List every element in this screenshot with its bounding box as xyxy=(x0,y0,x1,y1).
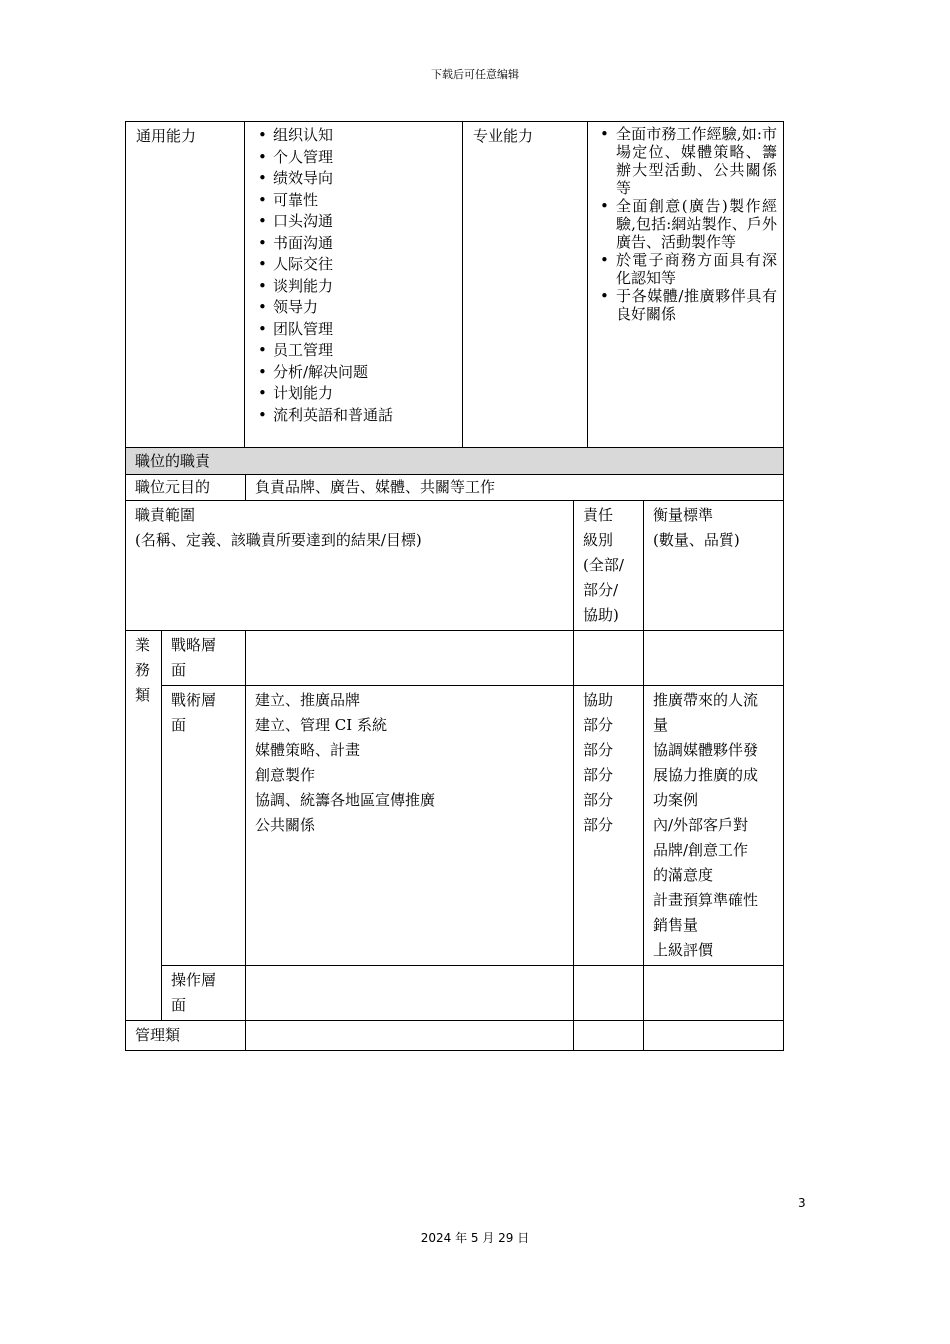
tactical-duty-item: 公共關係 xyxy=(255,816,316,834)
professional-competency-item: • 全面創意(廣告)製作經驗,包括:網站製作、戶外廣告、活動製作等 xyxy=(588,197,777,251)
professional-competency-item: • 于各媒體/推廣夥伴具有良好關係 xyxy=(588,287,777,323)
tactical-measure-line: 計畫預算準確性 xyxy=(653,891,759,909)
general-competency-item: • 绩效导向 xyxy=(245,168,462,190)
resp-header-line: 責任 xyxy=(583,506,614,524)
scope-header xyxy=(126,501,574,631)
tactical-label-line: 面 xyxy=(171,716,187,734)
strategic-label-line: 面 xyxy=(171,661,187,679)
purpose-label: 職位元目的 xyxy=(126,475,246,501)
general-competency-item: • 流利英語和普通話 xyxy=(245,405,462,427)
scope-label: 職責範圍 xyxy=(135,506,196,524)
general-competency-item: • 计划能力 xyxy=(245,383,462,405)
tactical-level-item: 部分 xyxy=(583,816,614,834)
page-header: 下载后可任意编辑 xyxy=(431,68,519,81)
operation-duties xyxy=(246,966,574,1021)
business-category-label xyxy=(126,631,162,1021)
operation-resp xyxy=(574,966,644,1021)
page-footer-date: 2024 年 5 月 29 日 xyxy=(420,1231,530,1245)
general-competency-item: • 可靠性 xyxy=(245,190,462,212)
tactical-duty-item: 建立、推廣品牌 xyxy=(255,691,361,709)
resp-header-line: 級別 xyxy=(583,531,614,549)
tactical-level-item: 部分 xyxy=(583,716,614,734)
resp-header-line: (全部/ xyxy=(583,556,624,574)
tactical-resp-levels xyxy=(574,686,644,966)
management-category-label: 管理類 xyxy=(126,1021,246,1051)
general-competency-item: • 谈判能力 xyxy=(245,276,462,298)
tactical-duty-item: 創意製作 xyxy=(255,766,316,784)
competency-table xyxy=(125,121,784,454)
tactical-measure-line: 協調媒體夥伴發 xyxy=(653,741,759,759)
general-competency-item: • 个人管理 xyxy=(245,147,462,169)
tactical-level-item: 部分 xyxy=(583,791,614,809)
general-competency-item: • 团队管理 xyxy=(245,319,462,341)
general-competency-item: • 口头沟通 xyxy=(245,211,462,233)
tactical-measures xyxy=(644,686,784,966)
tactical-measure-line: 內/外部客戶對 xyxy=(653,816,749,834)
general-competency-list xyxy=(245,122,463,454)
strategic-label-line: 戰略層 xyxy=(171,636,217,654)
section-title: 職位的職責 xyxy=(126,448,784,475)
strategic-duties xyxy=(246,631,574,686)
professional-competency-item: • 全面市務工作經驗,如:市場定位、媒體策略、籌辦大型活動、公共關係等 xyxy=(588,125,777,197)
resp-header-line: 協助) xyxy=(583,606,619,624)
general-competency-item: • 组织认知 xyxy=(245,125,462,147)
general-competency-item: • 分析/解决问题 xyxy=(245,362,462,384)
purpose-value: 負責品牌、廣告、媒體、共關等工作 xyxy=(246,475,784,501)
tactical-measure-line: 功案例 xyxy=(653,791,699,809)
strategic-measure xyxy=(644,631,784,686)
measure-header-line: (數量、品質) xyxy=(653,531,740,549)
tactical-measure-line: 銷售量 xyxy=(653,916,699,934)
general-competency-item: • 人际交往 xyxy=(245,254,462,276)
business-label-char: 務 xyxy=(135,661,151,679)
scope-sub: (名稱、定義、該職責所要達到的結果/目標) xyxy=(135,531,422,549)
general-competency-label: 通用能力 xyxy=(126,122,245,454)
tactical-measure-line: 品牌/創意工作 xyxy=(653,841,749,859)
tactical-measure-line: 推廣帶來的人流 xyxy=(653,691,759,709)
professional-competency-list xyxy=(588,122,784,454)
tactical-level-item: 協助 xyxy=(583,691,614,709)
general-competency-item: • 书面沟通 xyxy=(245,233,462,255)
strategic-level-label xyxy=(162,631,246,686)
management-measure xyxy=(644,1021,784,1051)
management-duties xyxy=(246,1021,574,1051)
measure-header xyxy=(644,501,784,631)
duties-table xyxy=(125,447,784,1051)
operation-label-line: 操作層 xyxy=(171,971,217,989)
general-competency-item: • 员工管理 xyxy=(245,340,462,362)
resp-level-header xyxy=(574,501,644,631)
operation-level-label xyxy=(162,966,246,1021)
operation-label-line: 面 xyxy=(171,996,187,1014)
tactical-level-label xyxy=(162,686,246,966)
tactical-level-item: 部分 xyxy=(583,766,614,784)
measure-header-line: 衡量標準 xyxy=(653,506,714,524)
tactical-measure-line: 上級評價 xyxy=(653,941,714,959)
tactical-measure-line: 展協力推廣的成 xyxy=(653,766,759,784)
tactical-duty-item: 建立、管理 CI 系統 xyxy=(255,716,387,734)
professional-competency-label: 专业能力 xyxy=(463,122,588,454)
tactical-measure-line: 量 xyxy=(653,716,669,734)
operation-measure xyxy=(644,966,784,1021)
tactical-label-line: 戰術層 xyxy=(171,691,217,709)
resp-header-line: 部分/ xyxy=(583,581,619,599)
tactical-measure-line: 的滿意度 xyxy=(653,866,714,884)
general-competency-item: • 领导力 xyxy=(245,297,462,319)
business-label-char: 業 xyxy=(135,636,151,654)
page-number: 3 xyxy=(798,1196,806,1210)
tactical-level-item: 部分 xyxy=(583,741,614,759)
business-label-char: 類 xyxy=(135,686,151,704)
professional-competency-item: • 於電子商務方面具有深化認知等 xyxy=(588,251,777,287)
management-resp xyxy=(574,1021,644,1051)
tactical-duties xyxy=(246,686,574,966)
tactical-duty-item: 協調、統籌各地區宣傳推廣 xyxy=(255,791,436,809)
tactical-duty-item: 媒體策略、計畫 xyxy=(255,741,361,759)
strategic-resp xyxy=(574,631,644,686)
